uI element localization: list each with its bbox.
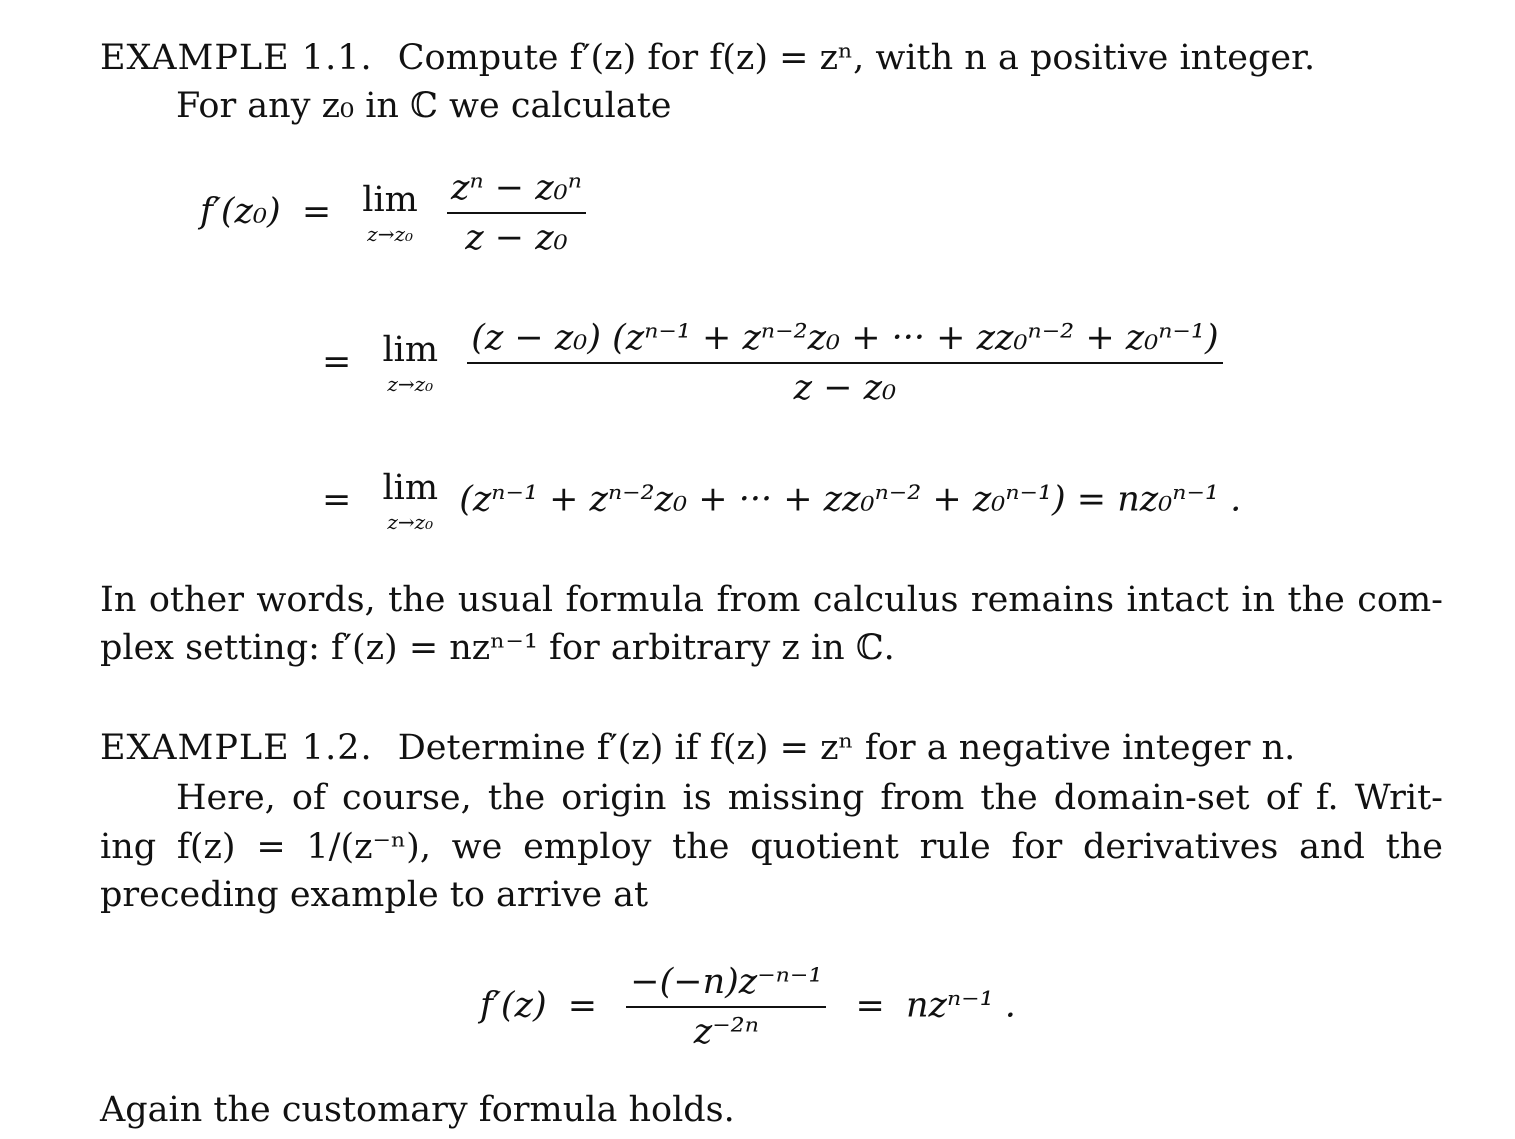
conclusion-line-2: plex setting: f′(z) = nzⁿ⁻¹ for arbitrary z in ℂ. [100, 628, 895, 668]
closing-sentence: Again the customary formula holds. [100, 1090, 735, 1130]
example-1-1-heading-line [100, 38, 1315, 78]
eq3-equals: = [322, 479, 352, 520]
eq1-limit-word: lim [362, 180, 418, 220]
example-1-2-para-line-2: ing f(z) = 1/(z⁻ⁿ), we employ the quotient rule for derivatives and the [100, 827, 1443, 867]
example-1-2-statement: Determine f′(z) if f(z) = zⁿ for a negative integer n. [397, 728, 1296, 768]
eq1-limit-subscript: z→z₀ [367, 222, 414, 246]
example-1-2-para-line-3: preceding example to arrive at [100, 875, 649, 915]
equation-line-1 [200, 168, 594, 258]
example-1-2-para-line-1: Here, of course, the origin is missing from the domain-set of f. Writ- [176, 778, 1443, 818]
eq4-fraction [626, 962, 826, 1052]
eq4-lhs: f′(z) [480, 985, 547, 1026]
eq4-equals-2: = [855, 985, 885, 1026]
conclusion-line-1: In other words, the usual formula from calculus remains intact in the com- [100, 580, 1443, 620]
eq3-body: (zⁿ⁻¹ + zⁿ⁻²z₀ + ··· + zz₀ⁿ⁻² + z₀ⁿ⁻¹) = nz₀ⁿ⁻¹ . [459, 479, 1242, 520]
eq4-equals-1: = [567, 985, 598, 1026]
equation-line-2 [312, 318, 1231, 408]
eq1-limit [362, 180, 418, 246]
eq4-numerator: −(−n)z⁻ⁿ⁻¹ [626, 962, 826, 1008]
eq2-limit-subscript: z→z₀ [387, 372, 434, 396]
example-1-1-label: EXAMPLE 1.1. [100, 38, 373, 78]
eq1-fraction [447, 168, 586, 258]
eq2-denominator: z − z₀ [793, 368, 897, 408]
eq2-numerator: (z − z₀) (zⁿ⁻¹ + zⁿ⁻²z₀ + ··· + zz₀ⁿ⁻² + z₀ⁿ⁻¹) [467, 318, 1222, 364]
example-1-2-heading-line [100, 728, 1295, 768]
eq3-limit-word: lim [382, 468, 439, 508]
equation-line-3 [312, 468, 1241, 534]
eq1-numerator: zⁿ − z₀ⁿ [447, 168, 586, 214]
eq1-equals: = [301, 191, 332, 232]
eq1-denominator: z − z₀ [465, 218, 568, 258]
example-1-1-statement: Compute f′(z) for f(z) = zⁿ, with n a positive integer. [397, 38, 1316, 78]
eq2-limit-word: lim [382, 330, 439, 370]
eq2-fraction [467, 318, 1222, 408]
eq3-limit-subscript: z→z₀ [387, 510, 434, 534]
eq4-rhs: nzⁿ⁻¹ . [905, 985, 1016, 1026]
eq1-lhs: f′(z₀) [200, 191, 281, 232]
eq2-limit [382, 330, 438, 396]
equation-example-1-2 [480, 962, 1016, 1052]
eq2-equals: = [322, 341, 352, 382]
example-1-1-intro: For any z₀ in ℂ we calculate [176, 86, 672, 126]
eq4-denominator: z⁻²ⁿ [693, 1012, 759, 1052]
eq3-limit [382, 468, 438, 534]
example-1-2-label: EXAMPLE 1.2. [100, 728, 373, 768]
